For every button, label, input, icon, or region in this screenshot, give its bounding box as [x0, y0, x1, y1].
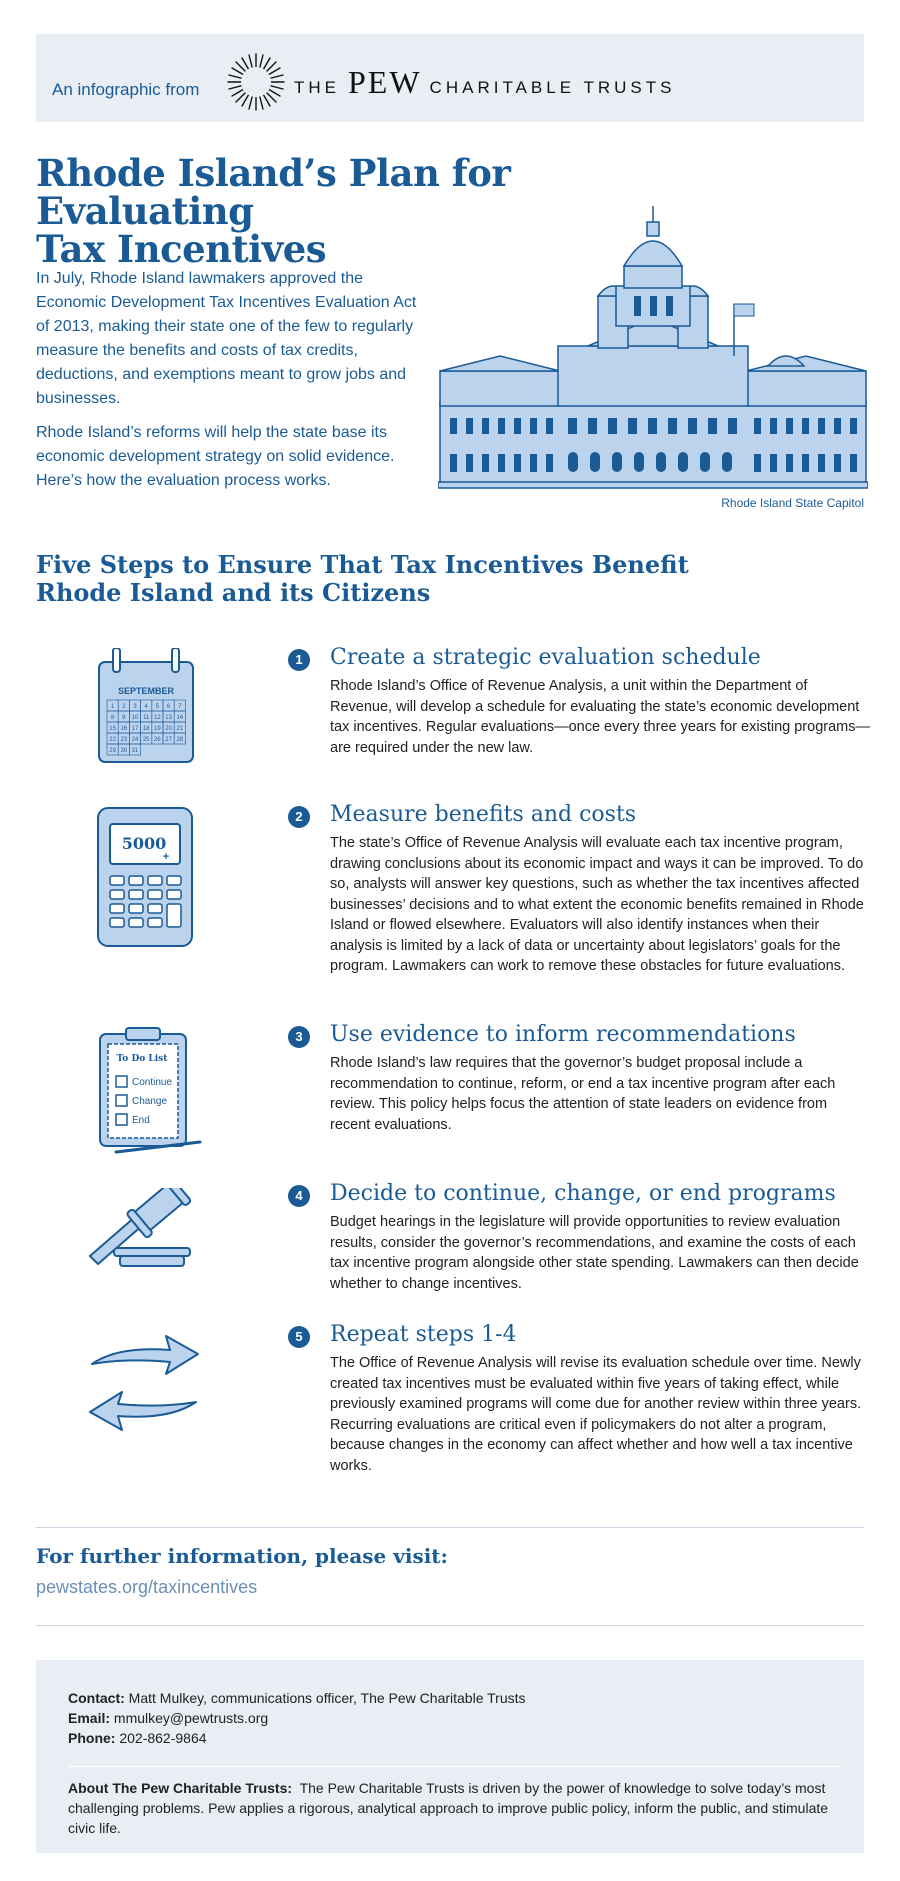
intro-text — [36, 267, 421, 503]
header-from-text: An infographic from — [52, 80, 200, 99]
calendar-day: 26 — [154, 737, 161, 743]
calendar-day: 22 — [109, 737, 116, 743]
email-line — [68, 1708, 526, 1728]
todo-title: To Do List — [116, 1054, 168, 1064]
email-label: Email: — [68, 1710, 111, 1726]
step-3-body: Rhode Island’s law requires that the governor’s budget proposal include a recommendation to continue, reform, or end a tax incentive program after each review. This policy helps focus the attention of state leaders on evidence from recent evaluations. — [330, 1055, 836, 1133]
calendar-day: 20 — [165, 726, 172, 732]
divider-top — [36, 1527, 864, 1528]
further-info-title: For further information, please visit: — [36, 1544, 448, 1568]
step-4-title: Decide to continue, change, or end programs — [330, 1181, 836, 1206]
calendar-day: 14 — [176, 715, 184, 721]
phone-label: Phone: — [68, 1730, 116, 1746]
further-info-link[interactable]: pewstates.org/taxincentives — [36, 1577, 258, 1597]
steps-heading-line-1: Five Steps to Ensure That Tax Incentives Benefit — [36, 550, 689, 579]
about-label: About The Pew Charitable Trusts: — [68, 1780, 293, 1796]
intro-paragraph-1: In July, Rhode Island lawmakers approved the Economic Development Tax Incentives Evaluation Act of 2013, making their state one of the few to regularly measure the benefits and costs of tax credits, deductions, and exemptions meant to grow jobs and businesses. — [36, 270, 417, 407]
email-value[interactable]: mmulkey@pewtrusts.org — [113, 1710, 269, 1726]
calendar-day: 7 — [178, 704, 182, 710]
contact-value: Matt Mulkey, communications officer, The Pew Charitable Trusts — [128, 1690, 526, 1706]
contact-line — [68, 1688, 526, 1708]
calendar-day: 18 — [142, 726, 150, 732]
calendar-day: 16 — [120, 726, 128, 732]
calendar-day: 24 — [131, 737, 139, 743]
calendar-day: 31 — [131, 748, 139, 754]
calendar-day: 5 — [155, 704, 160, 710]
calculator-display: 5000 — [121, 834, 167, 853]
calendar-day: 8 — [110, 715, 115, 721]
step-1-body: Rhode Island’s Office of Revenue Analysis, a unit within the Department of Revenue, will develop a schedule for evaluating the state’s economic development tax incentives. Regular evaluations—once every three years for existing programs—are required under the new law. — [330, 678, 870, 756]
about-block — [68, 1778, 848, 1838]
title-line-2: Tax Incentives — [36, 227, 327, 271]
calculator-sign: + — [162, 851, 170, 863]
calendar-day: 25 — [142, 737, 150, 743]
steps-heading — [36, 551, 796, 607]
contact-label: Contact: — [68, 1690, 125, 1706]
clipboard-todo-icon — [96, 1026, 206, 1156]
step-5-title: Repeat steps 1-4 — [330, 1322, 517, 1347]
phone-value: 202-862-9864 — [119, 1730, 207, 1746]
todo-item-3: End — [132, 1115, 150, 1126]
step-1-number: 1 — [288, 649, 310, 671]
todo-item-2: Change — [132, 1096, 168, 1107]
calendar-day: 11 — [143, 715, 150, 721]
calendar-day: 27 — [165, 737, 172, 743]
calendar-day: 3 — [133, 704, 137, 710]
step-4-number: 4 — [288, 1185, 310, 1207]
calendar-day: 17 — [131, 726, 139, 732]
step-3-title: Use evidence to inform recommendations — [330, 1022, 796, 1047]
brand-the: THE — [294, 78, 340, 97]
calendar-month: SEPTEMBER — [117, 686, 175, 696]
gavel-icon — [86, 1188, 198, 1268]
calendar-day: 9 — [122, 715, 126, 721]
calendar-day: 29 — [109, 748, 116, 754]
calendar-day: 23 — [120, 737, 128, 743]
calendar-day: 13 — [165, 715, 172, 721]
calendar-day: 10 — [131, 715, 139, 721]
pew-wordmark[interactable] — [294, 64, 675, 101]
step-2-body: The state’s Office of Revenue Analysis will evaluate each tax incentive program, drawing conclusions about its economic impact and ways it can be improved. To do so, analysts will answer key questions, such as whether the tax incentives affected businesses’ decisions and to what extent the economic benefits remained in Rhode Island or flowed elsewhere. Evaluators will also identify instances when their analysis is limited by a lack of data or uncertainty about legislators’ goals for the program. Lawmakers can work to remove these obstacles for future evaluations. — [330, 835, 864, 974]
brand-pew: PEW — [348, 64, 422, 100]
step-2-title: Measure benefits and costs — [330, 802, 637, 827]
calendar-day: 12 — [154, 715, 161, 721]
calculator-icon — [96, 806, 194, 948]
calendar-day: 6 — [166, 704, 171, 710]
step-1-title: Create a strategic evaluation schedule — [330, 645, 761, 670]
contact-block — [68, 1688, 526, 1748]
calendar-day: 4 — [144, 704, 148, 710]
calendar-day: 28 — [176, 737, 184, 743]
calendar-day: 15 — [109, 726, 116, 732]
about-value: The Pew Charitable Trusts is driven by the power of knowledge to solve today’s most challenging problems. Pew applies a rigorous, analytical approach to improve public policy, inform the public, and stimulate civic life. — [68, 1780, 829, 1836]
step-2-number: 2 — [288, 806, 310, 828]
pew-sunburst-logo-icon — [226, 52, 286, 112]
brand-rest: CHARITABLE TRUSTS — [429, 78, 676, 97]
step-4-body: Budget hearings in the legislature will provide opportunities to review evaluation results, consider the governor’s recommendations, and examine the costs of each tax incentive program alongside other state spending. Lawmakers can then decide whether to change incentives. — [330, 1214, 859, 1292]
step-5-body: The Office of Revenue Analysis will revise its evaluation schedule over time. Newly created tax incentives must be evaluated within five years of taking effect, while previously examined programs will come due for another review within three years. Recurring evaluations are critical even if policymakers do not alter a program, because changes in the economy can affect whether and how well a tax incentive works. — [330, 1355, 862, 1474]
state-capitol-illustration-icon — [438, 206, 868, 491]
step-3-number: 3 — [288, 1026, 310, 1048]
step-5-number: 5 — [288, 1326, 310, 1348]
calendar-day: 2 — [122, 704, 126, 710]
repeat-arrows-icon — [88, 1330, 200, 1436]
calendar-day: 1 — [110, 704, 115, 710]
steps-heading-line-2: Rhode Island and its Citizens — [36, 578, 431, 607]
intro-paragraph-2: Rhode Island’s reforms will help the state base its economic development strategy on solid evidence. Here’s how the evaluation process works. — [36, 424, 395, 489]
divider-bottom — [36, 1625, 864, 1626]
calendar-day: 19 — [154, 726, 161, 732]
capitol-caption: Rhode Island State Capitol — [721, 496, 864, 510]
calendar-day: 21 — [176, 726, 184, 732]
contact-divider — [68, 1766, 842, 1767]
todo-item-1: Continue — [132, 1077, 173, 1088]
title-line-1: Rhode Island’s Plan for Evaluating — [36, 151, 511, 233]
calendar-day: 30 — [120, 748, 128, 754]
calendar-icon — [97, 648, 195, 764]
phone-line — [68, 1728, 526, 1748]
